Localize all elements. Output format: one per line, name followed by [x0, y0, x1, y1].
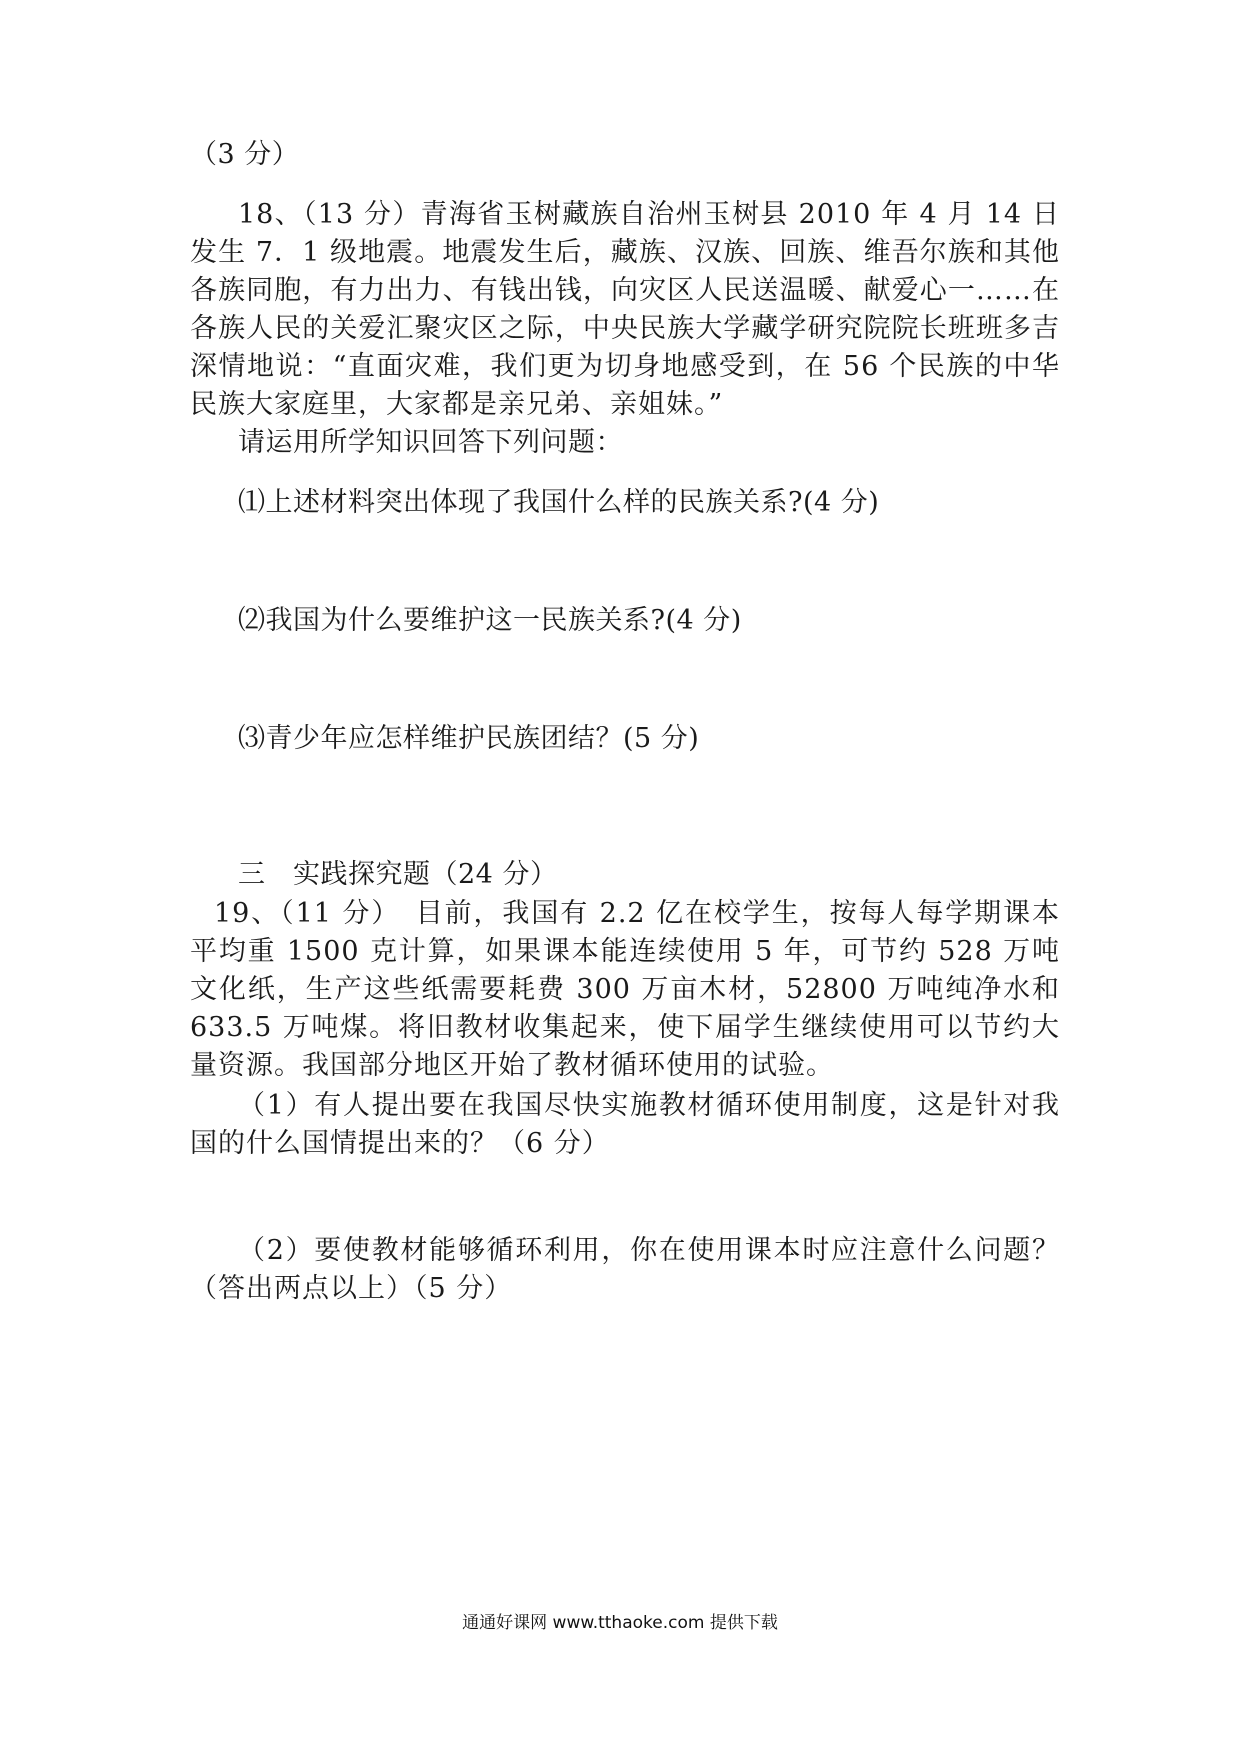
- section-3-title: 三 实践探究题（24 分）: [238, 859, 558, 890]
- footer-source: 通通好课网 www.tthaoke.com 提供下载: [462, 1613, 778, 1633]
- question-18-sub-1: ⑴上述材料突出体现了我国什么样的民族关系?(4 分): [238, 487, 880, 518]
- question-18-text: 18、（13 分）青海省玉树藏族自治州玉树县 2010 年 4 月 14 日发生 7．1 级地震。地震发生后，藏族、汉族、回族、维吾尔族和其他各族同胞，有力出力、有钱出钱，向灾区人民送温暖、献爱心一……在各族人民的关爱汇聚灾区之际，中央民族大学藏学研究院院长班班多吉深情地说：“直面灾难，我们更为切身地感受到，在 56 个民族的中华民族大家庭里，大家都是亲兄弟、亲姐妹。”: [190, 199, 1060, 420]
- question-18-prompt: 请运用所学知识回答下列问题：: [238, 427, 623, 458]
- question-18-sub-3: ⑶青少年应怎样维护民族团结？(5 分): [238, 723, 700, 754]
- question-19-text: 19、（11 分） 目前，我国有 2.2 亿在校学生，按每人每学期课本平均重 1500 克计算，如果课本能连续使用 5 年，可节约 528 万吨文化纸，生产这些纸需要耗费 300 万亩木材，52800 万吨纯净水和 633.5 万吨煤。将旧教材收集起来，使下届学生继续使用可以节约大量资源。我国部分地区开始了教材循环使用的试验。: [190, 898, 1060, 1081]
- question-19-sub-1: （1）有人提出要在我国尽快实施教材循环使用制度，这是针对我国的什么国情提出来的？（6 分）: [190, 1090, 1060, 1159]
- question-18-sub-2: ⑵我国为什么要维护这一民族关系?(4 分): [238, 605, 742, 636]
- question-19-sub-2: （2）要使教材能够循环利用，你在使用课本时应注意什么问题？（答出两点以上）（5 分）: [190, 1235, 1060, 1304]
- score-continuation: （3 分）: [190, 139, 300, 170]
